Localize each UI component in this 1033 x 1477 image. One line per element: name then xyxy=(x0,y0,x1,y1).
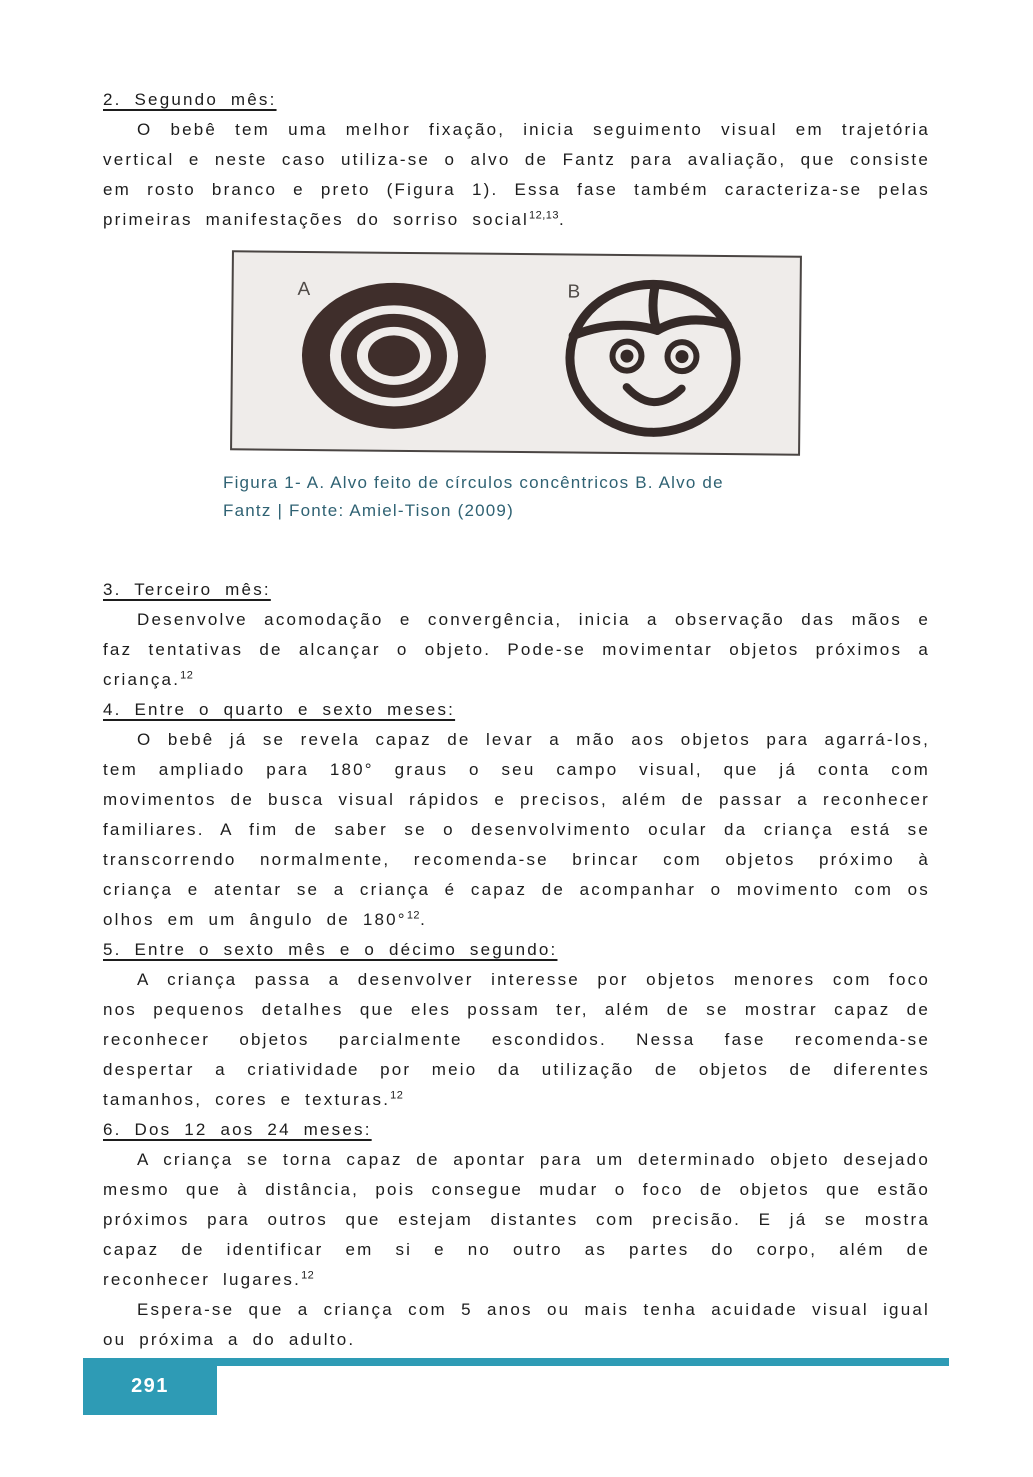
figure-caption-line1: Figura 1- A. Alvo feito de círculos concêntricos B. Alvo de xyxy=(223,473,724,492)
page-number: 291 xyxy=(131,1375,169,1397)
concentric-circles-target xyxy=(301,282,486,430)
closing-paragraph: Espera-se que a criança com 5 anos ou mais tenha acuidade visual igual ou próxima a do adulto. xyxy=(103,1300,930,1349)
footnote-reference: 12,13 xyxy=(529,209,560,222)
paragraph-month3: Desenvolve acomodação e convergência, inicia a observação das mãos e faz tentativas de alcançar o objeto. Pode-se movimentar objetos próximos a criança.$^{12}$ xyxy=(103,610,930,689)
section-heading-months6to12: 5. Entre o sexto mês e o décimo segundo: xyxy=(103,940,558,959)
figure-caption xyxy=(223,469,930,525)
paragraph-months6to12: A criança passa a desenvolver interesse por objetos menores com foco nos pequenos detalhes que eles possam ter, além de se mostrar capaz de reconhecer objetos parcialmente escondidos. Nessa fase recomenda-se despertar a criatividade por meio da utilização de objetos de diferentes tamanhos, cores e texturas.$^{12}$ xyxy=(103,970,930,1109)
paragraph-months4to6: O bebê já se revela capaz de levar a mão aos objetos para agarrá-los, tem ampliado para 180° graus o seu campo visual, que já conta com movimentos de busca visual rápidos e precisos, além de passar a reconhecer familiares. A fim de saber se o desenvolvimento ocular da criança está se transcorrendo normalmente, recomenda-se brincar com objetos próximo à criança e atentar se a criança é capaz de acompanhar o movimento com os olhos em um ângulo de 180°$^{12}$. xyxy=(103,730,930,929)
footnote-reference: 12 xyxy=(301,1269,315,1282)
paragraph-month2: O bebê tem uma melhor fixação, inicia seguimento visual em trajetória vertical e neste caso utiliza-se o alvo de Fantz para avaliação, que consiste em rosto branco e preto (Figura 1). Essa fase também caracteriza-se pelas primeiras manifestações do sorriso social$^{12,13}$. xyxy=(103,120,930,229)
figure-label-a: A xyxy=(297,278,311,301)
paragraph-months12to24: A criança se torna capaz de apontar para um determinado objeto desejado mesmo que à distância, pois consegue mudar o foco de objetos que estão próximos para outros que estejam distantes com precisão. E já se mostra capaz de identificar em si e no outro as partes do corpo, além de reconhecer lugares.$^{12}$ xyxy=(103,1150,930,1289)
footnote-reference: 12 xyxy=(406,909,421,922)
section-heading-months4to6: 4. Entre o quarto e sexto meses: xyxy=(103,700,456,719)
section-heading-month2: 2. Segundo mês: xyxy=(103,90,277,109)
footnote-reference: 12 xyxy=(390,1089,404,1102)
fantz-face-target xyxy=(569,284,736,434)
figure-label-b: B xyxy=(567,281,581,303)
page-number-badge xyxy=(83,1358,217,1415)
section-heading-months12to24: 6. Dos 12 aos 24 meses: xyxy=(103,1120,372,1139)
fantz-targets-illustration xyxy=(232,252,800,453)
section-heading-month3: 3. Terceiro mês: xyxy=(103,580,271,599)
figure-caption-line2: Fantz | Fonte: Amiel-Tison (2009) xyxy=(223,501,514,520)
figure-1-image xyxy=(230,250,802,455)
footnote-reference: 12 xyxy=(180,669,194,682)
